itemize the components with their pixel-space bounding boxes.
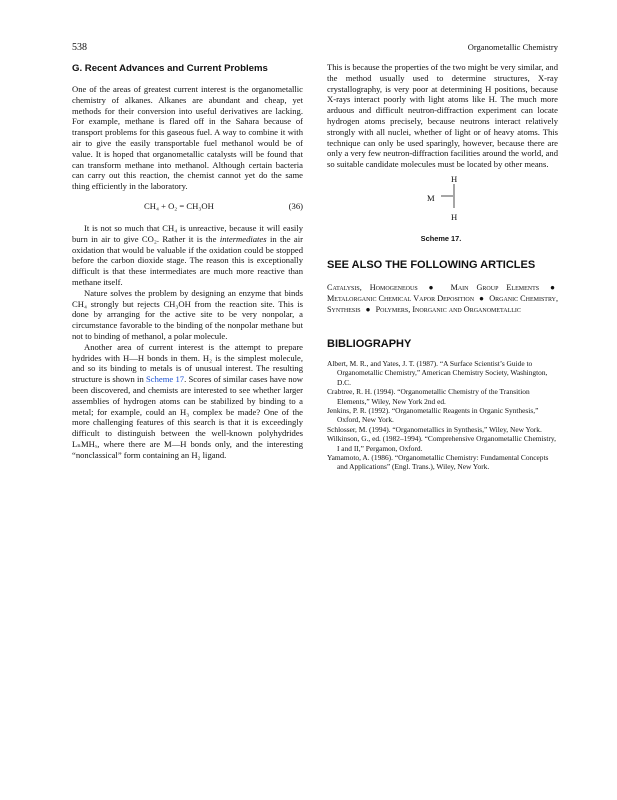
bibliography-entry: Crabtree, R. H. (1994). “Organometallic Chemistry of the Transition Elements,” Wiley, New York 2nd ed. (327, 387, 530, 406)
scheme-17-link[interactable]: Scheme 17 (146, 374, 185, 385)
paragraph-intermediates-end: in the air oxidation that would be valuable if the oxidation could be stopped before the carbon dioxide stage. The reason this is exceptionally difficult is that these intermediates are much more reactive than methane itself. (72, 233, 303, 287)
bibliography-heading: BIBLIOGRAPHY (327, 337, 412, 350)
see-also-item[interactable]: Catalysis, Homogeneous (327, 282, 418, 292)
atom-h-top: H (451, 173, 458, 184)
see-also-item[interactable]: Main Group Elements (450, 282, 540, 292)
see-also-item[interactable]: Metalorganic Chemical Vapor Deposition (327, 293, 475, 303)
bibliography-entry: Jenkins, P. R. (1992). “Organometallic Reagents in Organic Synthesis,” Oxford, New York. (327, 406, 539, 425)
section-heading-g: G. Recent Advances and Current Problems (72, 63, 268, 74)
left-column (72, 62, 303, 461)
paragraph-enzyme: Nature solves the problem by designing an enzyme that binds CH₄ strongly but rejects CH₃OH from the reaction site. This is done by arranging for the active site to be very nonpolar, a circumstance favorable to the binding of the nonpolar methane but not to binding of methanol, a polar molecule. (72, 287, 303, 341)
bullet-separator: ● (550, 282, 556, 292)
bullet-separator: ● (365, 304, 371, 314)
right-column (327, 62, 558, 472)
see-also-heading: SEE ALSO THE FOLLOWING ARTICLES (327, 258, 536, 271)
bullet-separator: ● (428, 282, 440, 292)
atom-h-bottom: H (451, 211, 458, 222)
see-also-item[interactable]: Organic Chemistry, Synthesis (327, 293, 559, 314)
paragraph-intermediates-start: It is not so much that CH₄ is unreactive, because it will easily burn in air to give CO₂. Rather it is the (72, 222, 303, 244)
scheme-17 (327, 172, 558, 244)
equation-body: CH₄ + O₂ = CH₃OH (144, 200, 214, 211)
bullet-separator: ● (479, 293, 485, 303)
running-head (72, 42, 558, 56)
journal-title: Organometallic Chemistry (467, 42, 558, 52)
atom-m: M (427, 192, 435, 203)
paragraph-hydrides (72, 342, 303, 461)
bibliography-entry: Schlosser, M. (1994). “Organometallics in Synthesis,” Wiley, New York. (327, 424, 542, 434)
bibliography-list (327, 359, 558, 472)
term-intermediates: intermediates (219, 233, 267, 244)
see-also-list (327, 282, 558, 315)
bibliography-entry: Yamamoto, A. (1986). “Organometallic Chemistry: Fundamental Concepts and Applications” (Engl. Trans.), Wiley, New York. (327, 453, 549, 472)
see-also-item[interactable]: Polymers, Inorganic and Organometallic (375, 304, 521, 314)
paragraph-intermediates (72, 223, 303, 288)
equation-number: (36) (288, 200, 303, 211)
bibliography-entry: Albert, M. R., and Yates, J. T. (1987). “A Surface Scientist’s Guide to Organometallic Chemistry,” American Chemistry Society, Washington, D.C. (327, 358, 548, 387)
bibliography-entry: Wilkinson, G., ed. (1982–1994). “Comprehensive Organometallic Chemistry, I and II,” Pergamon, Oxford. (327, 434, 556, 453)
paragraph-hydrides-start: Another area of current interest is the attempt to prepare hydrides with H—H bonds in them. H₂ is the simplest molecule, and so its binding to metals is of unusual interest. The resulting structure is shown in (72, 341, 303, 385)
equation-36 (72, 195, 303, 217)
paragraph-neutron: This is because the properties of the two might be very similar, and the method usually used to determine structures, X-ray crystallography, is very poor at determining H positions, because X-rays interact poorly with light atoms like H. The much more arduous and difficult neutron-diffraction experiment can locate hydrogen atoms precisely, because neutrons interact relatively strongly with all nuclei, whether of light or of heavy atoms. This technique can only be used sparingly, however, because there are only a very few neutron-diffraction facilities around the world, and so suitable candidate molecules must be located by other means. (327, 62, 558, 170)
paragraph-alkanes: One of the areas of greatest current interest is the organometallic chemistry of alkanes. Alkanes are abundant and cheap, yet methods for their conversion into useful derivatives are lacking. For example, methane is flared off in the Sahara because of transport problems for this gaseous fuel. A way to combine it with air to give the easily transportable fuel methanol would be of value. It is hoped that organometallic catalysts will be found that can transform methane into methanol. Although certain bacteria can carry out this reaction, the chemist cannot yet do the same thing efficiently in the laboratory. (72, 84, 303, 192)
paragraph-hydrides-end: . Scores of similar cases have now been discovered, and chemists are interested to see whether larger assemblies of hydrogen atoms can be stabilized by binding to a metal; for example, could an H₃ complex be made? One of the more challenging features of this search is that it is exceedingly difficult to distinguish between the well-known polyhydrides LₙMHₓ, where there are M—H bonds only, and the interesting “nonclassical” form containing an H₂ ligand. (72, 374, 303, 460)
page-number: 538 (72, 42, 87, 53)
scheme-caption: Scheme 17. (420, 233, 462, 243)
